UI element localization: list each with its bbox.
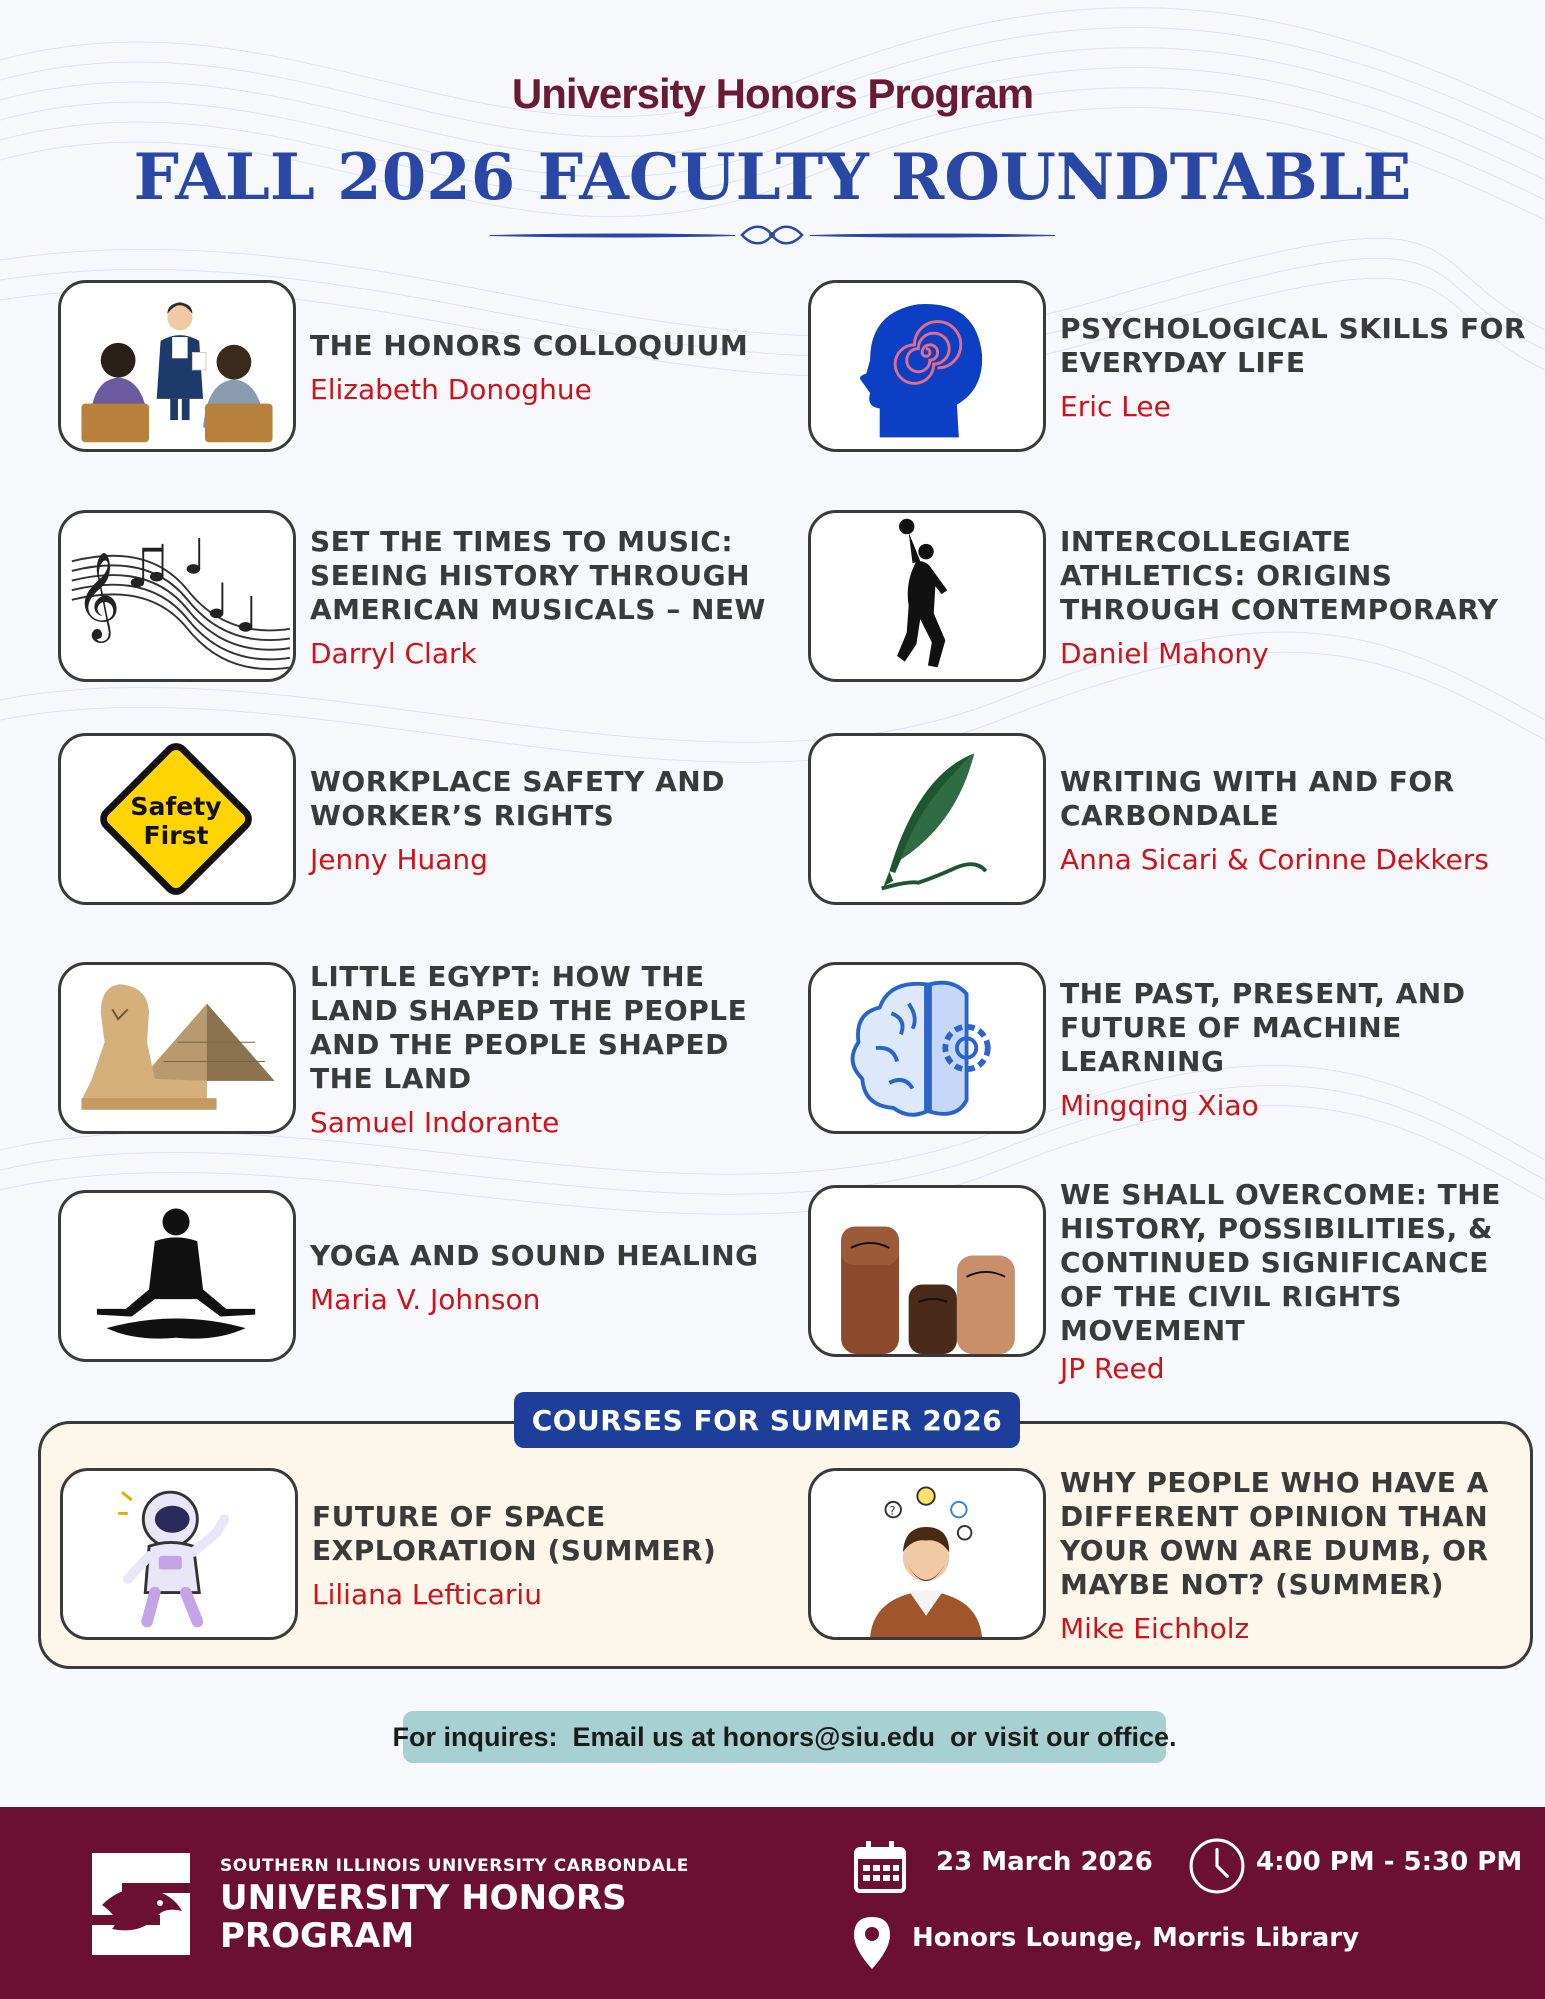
thinking-man-icon: [808, 1468, 1046, 1640]
course-title: SET THE TIMES TO MUSIC: SEEING HISTORY THROUGH AMERICAN MUSICALS – NEW: [310, 524, 766, 626]
course-instructor: Samuel Indorante: [310, 1105, 560, 1139]
course-card-space-exploration: [60, 1468, 780, 1643]
course-card-little-egypt: [58, 959, 778, 1139]
course-text: [1060, 510, 1540, 685]
course-card-workplace-safety: [58, 733, 778, 908]
course-instructor: Daniel Mahony: [1060, 636, 1269, 670]
course-card-we-shall-overcome: [808, 1178, 1528, 1385]
course-title: YOGA AND SOUND HEALING: [310, 1238, 759, 1272]
course-text: [310, 280, 790, 455]
course-card-intercollegiate-athletics: [808, 510, 1528, 685]
event-date: 23 March 2026: [936, 1847, 1153, 1877]
course-text: [310, 1190, 790, 1365]
course-card-yoga-sound-healing: [58, 1190, 778, 1365]
calendar-icon: [852, 1839, 908, 1895]
course-instructor: JP Reed: [1060, 1352, 1165, 1385]
course-card-machine-learning: [808, 962, 1528, 1137]
footer: [0, 1807, 1545, 1999]
svg-text:Safety: Safety: [130, 792, 222, 822]
svg-text:𝄞: 𝄞: [75, 551, 121, 640]
head-spiral-icon: [808, 280, 1046, 452]
inquiry-label: For inquires:: [392, 1721, 558, 1752]
course-instructor: Jenny Huang: [310, 842, 488, 876]
safety-first-sign-icon: [58, 733, 296, 905]
course-title: THE HONORS COLLOQUIUM: [310, 328, 749, 362]
siu-saluki-logo: [82, 1845, 200, 1963]
event-time: 4:00 PM - 5:30 PM: [1256, 1847, 1523, 1877]
course-card-honors-colloquium: [58, 280, 778, 455]
svg-text:?: ?: [889, 1503, 896, 1518]
course-card-different-opinion: [808, 1465, 1528, 1645]
ornament-divider: [490, 224, 1055, 246]
music-staff-icon: [58, 510, 296, 682]
astronaut-icon: [60, 1468, 298, 1640]
course-text: [1060, 1465, 1540, 1645]
course-text: [1060, 1178, 1540, 1385]
course-title: INTERCOLLEGIATE ATHLETICS: ORIGINS THROUGH CONTEMPORARY: [1060, 524, 1499, 626]
course-card-psychological-skills: [808, 280, 1528, 455]
course-text: [1060, 280, 1540, 455]
svg-text:First: First: [143, 821, 209, 851]
course-instructor: Maria V. Johnson: [310, 1282, 541, 1316]
meditation-icon: [58, 1190, 296, 1362]
course-title: PSYCHOLOGICAL SKILLS FOR EVERYDAY LIFE: [1060, 311, 1526, 379]
course-text: [310, 510, 790, 685]
course-instructor: Eric Lee: [1060, 389, 1171, 423]
footer-university: SOUTHERN ILLINOIS UNIVERSITY CARBONDALE: [220, 1856, 689, 1876]
course-text: [310, 959, 790, 1139]
course-title: WORKPLACE SAFETY AND WORKER’S RIGHTS: [310, 764, 725, 832]
inquiry-banner: [392, 1711, 1177, 1763]
course-instructor: Liliana Lefticariu: [312, 1577, 542, 1611]
course-text: [1060, 733, 1540, 908]
course-instructor: Mingqing Xiao: [1060, 1088, 1259, 1122]
header-program-name: University Honors Program: [511, 70, 1034, 117]
raised-fists-icon: [808, 1185, 1046, 1357]
inquiry-contact[interactable]: Email us at honors@siu.edu or visit our office.: [572, 1721, 1177, 1752]
course-title: FUTURE OF SPACE EXPLORATION (SUMMER): [312, 1499, 717, 1567]
course-instructor: Anna Sicari & Corinne Dekkers: [1060, 842, 1489, 876]
classroom-discussion-icon: [58, 280, 296, 452]
course-text: [1060, 962, 1540, 1137]
footer-program: UNIVERSITY HONORS PROGRAM: [220, 1878, 627, 1956]
course-title: THE PAST, PRESENT, AND FUTURE OF MACHINE LEARNING: [1060, 976, 1466, 1078]
basketball-player-icon: [808, 510, 1046, 682]
summer-courses-badge: COURSES FOR SUMMER 2026: [514, 1392, 1020, 1448]
page-title: FALL 2026 FACULTY ROUNDTABLE: [133, 140, 1412, 215]
course-card-set-the-times-to-music: [58, 510, 778, 685]
course-instructor: Mike Eichholz: [1060, 1611, 1250, 1645]
course-title: WHY PEOPLE WHO HAVE A DIFFERENT OPINION THAN YOUR OWN ARE DUMB, OR MAYBE NOT? (SUMMER): [1060, 1465, 1489, 1601]
course-title: WRITING WITH AND FOR CARBONDALE: [1060, 764, 1455, 832]
course-card-writing-with-carbondale: [808, 733, 1528, 908]
event-location: Honors Lounge, Morris Library: [912, 1923, 1360, 1953]
course-title: WE SHALL OVERCOME: THE HISTORY, POSSIBILITIES, & CONTINUED SIGNIFICANCE OF THE CIVIL RIGHTS MOVEMENT: [1060, 1178, 1501, 1347]
clock-icon: [1188, 1837, 1246, 1895]
location-pin-icon: [852, 1915, 892, 1971]
brain-gear-icon: [808, 962, 1046, 1134]
course-title: LITTLE EGYPT: HOW THE LAND SHAPED THE PEOPLE AND THE PEOPLE SHAPED THE LAND: [310, 959, 748, 1095]
sphinx-pyramid-icon: [58, 962, 296, 1134]
course-instructor: Elizabeth Donoghue: [310, 372, 592, 406]
quill-pen-icon: [808, 733, 1046, 905]
course-instructor: Darryl Clark: [310, 636, 477, 670]
course-text: [310, 733, 790, 908]
course-text: [312, 1468, 792, 1643]
